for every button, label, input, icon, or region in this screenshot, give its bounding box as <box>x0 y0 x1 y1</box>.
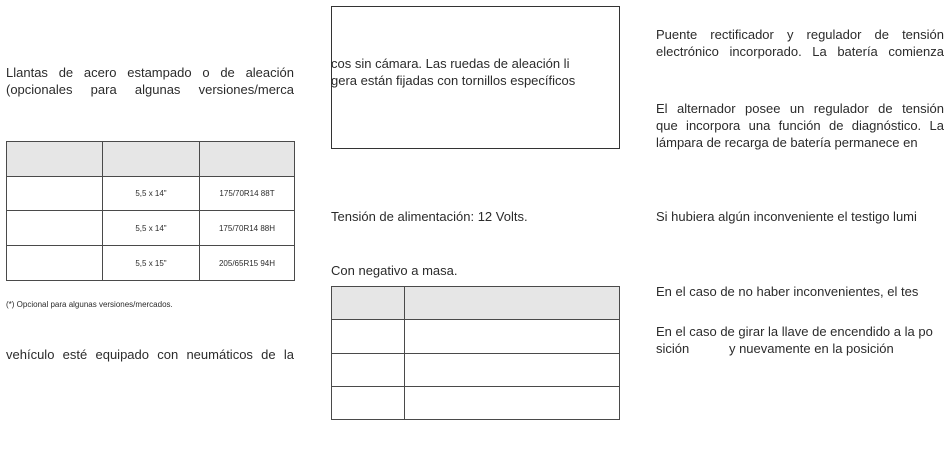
header-cell <box>405 287 620 320</box>
header-cell <box>103 142 200 177</box>
table-cell: 205/65R15 94H <box>200 246 295 281</box>
table-header-row <box>7 142 295 177</box>
warning-light-text: Si hubiera algún inconveniente el testigo lumi <box>656 209 917 224</box>
table-cell: 5,5 x 14" <box>103 177 200 211</box>
alternator-line-3: lámpara de recarga de batería permanece en <box>656 135 918 150</box>
table-cell <box>332 387 405 420</box>
box-line-1: cos sin cámara. Las ruedas de aleación li <box>331 56 570 71</box>
table-cell <box>405 354 620 387</box>
table-cell: 175/70R14 88T <box>200 177 295 211</box>
table-cell <box>7 211 103 246</box>
table-cell <box>7 177 103 211</box>
rectifier-line-1: Puente rectificador y regulador de tensión <box>656 27 944 42</box>
table-cell <box>405 320 620 354</box>
table-cell <box>7 246 103 281</box>
table-row <box>7 177 295 211</box>
voltage-text: Tensión de alimentación: 12 Volts. <box>331 209 528 224</box>
tire-table <box>6 141 295 281</box>
header-cell <box>7 142 103 177</box>
rectifier-line-2: electrónico incorporado. La batería comienza <box>656 44 944 59</box>
alternator-line-1: El alternador posee un regulador de tensión <box>656 101 944 116</box>
table-cell: 175/70R14 88H <box>200 211 295 246</box>
table-row <box>7 211 295 246</box>
header-cell <box>332 287 405 320</box>
table-cell <box>405 387 620 420</box>
table-cell <box>332 354 405 387</box>
table-row <box>332 387 620 420</box>
table-row <box>332 320 620 354</box>
table-cell: 5,5 x 15" <box>103 246 200 281</box>
table-row <box>332 354 620 387</box>
bottom-text: vehículo esté equipado con neumáticos de la <box>6 347 294 362</box>
box-line-2: gera están fijadas con tornillos específicos <box>331 73 576 88</box>
rims-line-1: Llantas de acero estampado o de aleación <box>6 65 294 80</box>
rims-line-2: (opcionales para algunas versiones/merca <box>6 82 294 97</box>
table-cell <box>332 320 405 354</box>
electrical-table <box>331 286 620 420</box>
table-row <box>7 246 295 281</box>
header-cell <box>200 142 295 177</box>
alternator-line-2: que incorpora una función de diagnóstico. La <box>656 118 944 133</box>
table-cell: 5,5 x 14" <box>103 211 200 246</box>
ignition-line-1: En el caso de girar la llave de encendido a la po <box>656 324 933 339</box>
footnote: (*) Opcional para algunas versiones/mercados. <box>6 300 173 309</box>
ground-text: Con negativo a masa. <box>331 263 458 278</box>
ignition-line-2: sición y nuevamente en la posición <box>656 341 894 356</box>
no-issue-text: En el caso de no haber inconvenientes, el tes <box>656 284 919 299</box>
table-header-row <box>332 287 620 320</box>
